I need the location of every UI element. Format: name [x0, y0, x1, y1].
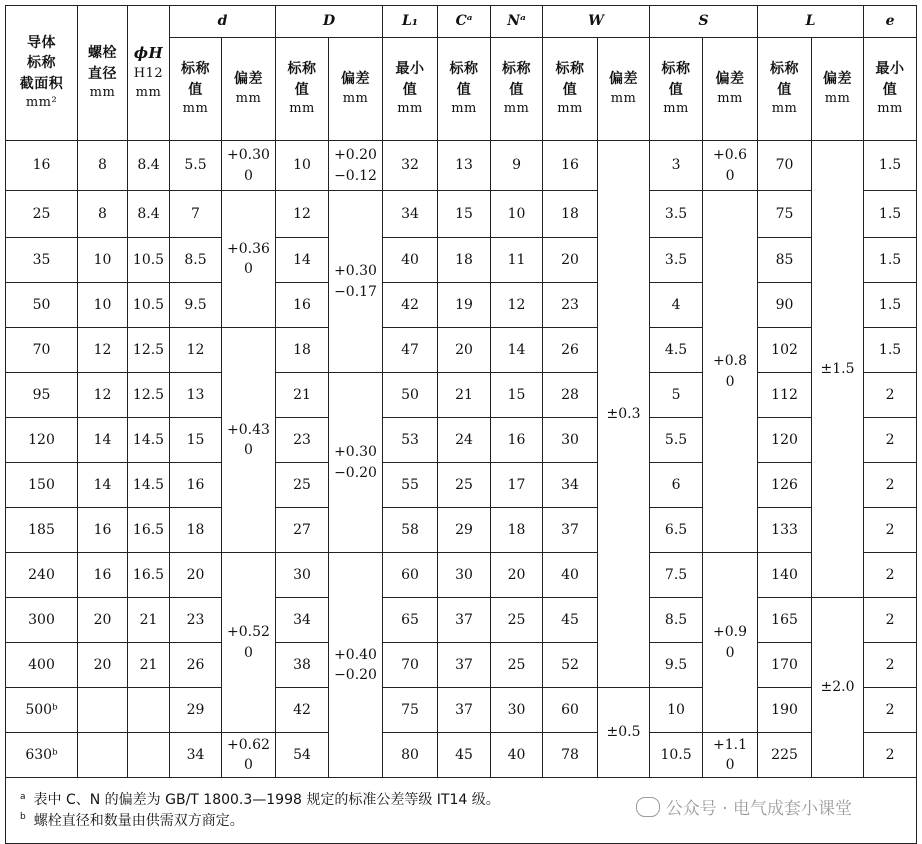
header-W-deviation: 偏差 mm: [598, 38, 650, 141]
cell-L1: 75: [383, 688, 438, 733]
cell-hole: 21: [128, 598, 170, 643]
cell-L-nominal: 133: [758, 508, 812, 553]
cell-L-nominal: 140: [758, 553, 812, 598]
table-row: [6, 553, 917, 598]
cell-section: 16: [6, 141, 78, 191]
cell-e: 2: [864, 643, 917, 688]
cell-bolt: 12: [78, 373, 128, 418]
header-W: W: [543, 6, 650, 38]
dev-d-value: +0.62: [227, 736, 270, 753]
header-W-nominal: 标称 值 mm: [543, 38, 598, 141]
cell-D-nominal: 34: [276, 598, 329, 643]
cell-hole: 8.4: [128, 191, 170, 238]
dev-S: [703, 733, 758, 778]
cell-bolt: 12: [78, 328, 128, 373]
header-e-minimum: 最小 值 mm: [864, 38, 917, 141]
cell-W-nominal: 23: [543, 283, 598, 328]
cell-d-nominal: 9.5: [170, 283, 222, 328]
cell-D-nominal: 12: [276, 191, 329, 238]
cell-section: 25: [6, 191, 78, 238]
table-row: [6, 328, 917, 373]
dev-S-value: +0.6: [713, 147, 748, 164]
cell-C: 30: [438, 553, 491, 598]
cell-section: 120: [6, 418, 78, 463]
cell-e: 1.5: [864, 283, 917, 328]
cell-bolt: 20: [78, 643, 128, 688]
dev-d-value: +0.52: [227, 624, 270, 641]
dev-d-value: 0: [244, 261, 253, 277]
header-S: S: [650, 6, 758, 38]
cell-bolt: 14: [78, 418, 128, 463]
cell-bolt: [78, 688, 128, 733]
cell-L-nominal: 225: [758, 733, 812, 778]
header-C-nominal: 标称 值 mm: [438, 38, 491, 141]
cell-d-nominal: 12: [170, 328, 222, 373]
wechat-icon: [636, 797, 660, 817]
dev-D-value: −0.12: [334, 167, 377, 184]
header-row-1: [6, 6, 917, 38]
dev-d: [222, 328, 276, 553]
cell-S-nominal: 3: [650, 141, 703, 191]
cell-N: 9: [491, 141, 543, 191]
cell-L1: 80: [383, 733, 438, 778]
cell-L-nominal: 126: [758, 463, 812, 508]
cell-d-nominal: 29: [170, 688, 222, 733]
cell-D-nominal: 38: [276, 643, 329, 688]
cell-D-nominal: 16: [276, 283, 329, 328]
cell-e: 1.5: [864, 141, 917, 191]
cell-N: 12: [491, 283, 543, 328]
cell-hole: 8.4: [128, 141, 170, 191]
cell-S-nominal: 6.5: [650, 508, 703, 553]
cell-W-nominal: 78: [543, 733, 598, 778]
watermark-text: 公众号 · 电气成套小课堂: [665, 799, 852, 819]
cell-S-nominal: 10: [650, 688, 703, 733]
cell-e: 2: [864, 733, 917, 778]
cell-W-nominal: 26: [543, 328, 598, 373]
dev-d: [222, 191, 276, 328]
header-L: L: [758, 6, 864, 38]
dev-d-value: 0: [244, 167, 253, 184]
dev-S-value: +0.8: [713, 353, 748, 370]
cell-L1: 50: [383, 373, 438, 418]
cell-L-nominal: 70: [758, 141, 812, 191]
header-bolt-diameter: 螺栓 直径 mm: [78, 6, 128, 141]
cell-d-nominal: 23: [170, 598, 222, 643]
note-a-text: 表中 C、N 的偏差为 GB/T 1800.3—1998 规定的标准公差等级 IT14 级。: [33, 792, 500, 809]
cell-C: 21: [438, 373, 491, 418]
cell-S-nominal: 3.5: [650, 238, 703, 283]
dev-S: [703, 553, 758, 733]
table-row: [6, 373, 917, 418]
cell-N: 40: [491, 733, 543, 778]
dev-d-value: 0: [244, 442, 253, 458]
cell-N: 16: [491, 418, 543, 463]
dev-D: [329, 553, 383, 778]
cell-L1: 40: [383, 238, 438, 283]
dev-D-value: −0.17: [334, 283, 377, 300]
cell-C: 29: [438, 508, 491, 553]
cell-section: 35: [6, 238, 78, 283]
cell-N: 25: [491, 598, 543, 643]
dev-L: ±2.0: [812, 598, 864, 778]
cell-d-nominal: 5.5: [170, 141, 222, 191]
cell-W-nominal: 18: [543, 191, 598, 238]
cell-D-nominal: 27: [276, 508, 329, 553]
cell-S-nominal: 5.5: [650, 418, 703, 463]
header-d-deviation: 偏差 mm: [222, 38, 276, 141]
dev-W: ±0.3: [598, 141, 650, 688]
cell-d-nominal: 8.5: [170, 238, 222, 283]
header-N-nominal: 标称 值 mm: [491, 38, 543, 141]
cell-d-nominal: 7: [170, 191, 222, 238]
cell-C: 37: [438, 688, 491, 733]
cell-N: 14: [491, 328, 543, 373]
cell-e: 1.5: [864, 191, 917, 238]
note-b-mark: b: [20, 811, 26, 822]
cell-W-nominal: 37: [543, 508, 598, 553]
dev-S-value: +0.9: [713, 624, 748, 641]
header-conductor-section: 导体 标称 截面积 mm²: [6, 6, 78, 141]
table-row: [6, 191, 917, 238]
cell-section: 70: [6, 328, 78, 373]
header-L1-minimum: 最小 值 mm: [383, 38, 438, 141]
cell-hole: [128, 688, 170, 733]
cell-e: 2: [864, 463, 917, 508]
cell-hole: 14.5: [128, 463, 170, 508]
cell-d-nominal: 16: [170, 463, 222, 508]
dev-d-value: 0: [244, 757, 253, 773]
cell-bolt: 10: [78, 238, 128, 283]
cell-section: 300: [6, 598, 78, 643]
cell-W-nominal: 34: [543, 463, 598, 508]
dev-D: [329, 191, 383, 373]
cell-N: 17: [491, 463, 543, 508]
cell-e: 1.5: [864, 238, 917, 283]
cell-C: 19: [438, 283, 491, 328]
dev-D: [329, 141, 383, 191]
table-row: [6, 463, 917, 508]
cell-D-nominal: 25: [276, 463, 329, 508]
cell-S-nominal: 8.5: [650, 598, 703, 643]
cell-C: 20: [438, 328, 491, 373]
cell-hole: 12.5: [128, 373, 170, 418]
cell-L1: 55: [383, 463, 438, 508]
cell-section: 150: [6, 463, 78, 508]
cell-D-nominal: 54: [276, 733, 329, 778]
cell-e: 2: [864, 508, 917, 553]
note-a-mark: a: [20, 791, 26, 802]
cell-W-nominal: 52: [543, 643, 598, 688]
cell-L-nominal: 75: [758, 191, 812, 238]
cell-L1: 34: [383, 191, 438, 238]
dev-d-value: +0.30: [227, 147, 270, 164]
cell-W-nominal: 60: [543, 688, 598, 733]
dev-d: [222, 733, 276, 778]
cell-bolt: 10: [78, 283, 128, 328]
cell-L1: 65: [383, 598, 438, 643]
cell-d-nominal: 13: [170, 373, 222, 418]
header-C: Cᵃ: [438, 6, 491, 38]
cell-D-nominal: 18: [276, 328, 329, 373]
cell-e: 2: [864, 598, 917, 643]
cell-N: 30: [491, 688, 543, 733]
cell-W-nominal: 20: [543, 238, 598, 283]
cell-C: 24: [438, 418, 491, 463]
dev-S-value: 0: [725, 167, 735, 184]
header-L-deviation: 偏差 mm: [812, 38, 864, 141]
cell-S-nominal: 10.5: [650, 733, 703, 778]
cell-bolt: 8: [78, 141, 128, 191]
table-row: [6, 418, 917, 463]
header-L1: L₁: [383, 6, 438, 38]
header-d: d: [170, 6, 276, 38]
cell-hole: [128, 733, 170, 778]
cell-S-nominal: 6: [650, 463, 703, 508]
cell-S-nominal: 5: [650, 373, 703, 418]
cell-e: 2: [864, 373, 917, 418]
dev-S-value: 0: [725, 644, 735, 661]
dev-D-value: −0.20: [334, 464, 377, 481]
header-D-deviation: 偏差 mm: [329, 38, 383, 141]
cell-d-nominal: 26: [170, 643, 222, 688]
table-row: [6, 598, 917, 643]
cell-C: 37: [438, 598, 491, 643]
cell-N: 15: [491, 373, 543, 418]
cell-N: 20: [491, 553, 543, 598]
cell-L1: 70: [383, 643, 438, 688]
table-row: [6, 141, 917, 191]
dev-d-value: +0.43: [227, 421, 270, 438]
cell-L1: 60: [383, 553, 438, 598]
cell-D-nominal: 30: [276, 553, 329, 598]
cell-d-nominal: 15: [170, 418, 222, 463]
note-b-text: 螺栓直径和数量由供需双方商定。: [33, 812, 244, 829]
dev-D-value: −0.20: [334, 667, 377, 683]
cell-S-nominal: 3.5: [650, 191, 703, 238]
dev-D: [329, 373, 383, 553]
header-D: D: [276, 6, 383, 38]
dev-d-value: 0: [244, 644, 253, 661]
table-row: [6, 733, 917, 778]
header-S-nominal: 标称 值 mm: [650, 38, 703, 141]
spec-table: [5, 5, 917, 844]
dev-S: [703, 141, 758, 191]
cell-W-nominal: 30: [543, 418, 598, 463]
header-N: Nᵃ: [491, 6, 543, 38]
dev-S: [703, 191, 758, 553]
dev-d-value: +0.36: [227, 240, 270, 257]
dev-d: [222, 553, 276, 733]
header-L-nominal: 标称 值 mm: [758, 38, 812, 141]
cell-bolt: 14: [78, 463, 128, 508]
table-row: [6, 238, 917, 283]
cell-e: 2: [864, 553, 917, 598]
cell-C: 37: [438, 643, 491, 688]
cell-section: 50: [6, 283, 78, 328]
cell-C: 13: [438, 141, 491, 191]
cell-section: 630ᵇ: [6, 733, 78, 778]
cell-L1: 42: [383, 283, 438, 328]
header-e: e: [864, 6, 917, 38]
cell-W-nominal: 40: [543, 553, 598, 598]
cell-N: 10: [491, 191, 543, 238]
cell-section: 240: [6, 553, 78, 598]
dev-S-value: 0: [725, 373, 735, 390]
cell-section: 500ᵇ: [6, 688, 78, 733]
dev-L: ±1.5: [812, 141, 864, 598]
cell-hole: 10.5: [128, 238, 170, 283]
cell-L-nominal: 190: [758, 688, 812, 733]
cell-bolt: 16: [78, 553, 128, 598]
cell-L-nominal: 85: [758, 238, 812, 283]
cell-S-nominal: 4: [650, 283, 703, 328]
cell-S-nominal: 4.5: [650, 328, 703, 373]
cell-D-nominal: 42: [276, 688, 329, 733]
cell-D-nominal: 10: [276, 141, 329, 191]
cell-W-nominal: 28: [543, 373, 598, 418]
table-row: [6, 283, 917, 328]
cell-hole: 16.5: [128, 508, 170, 553]
cell-d-nominal: 18: [170, 508, 222, 553]
dev-S-value: +1.1: [713, 736, 748, 753]
header-S-deviation: 偏差 mm: [703, 38, 758, 141]
cell-D-nominal: 23: [276, 418, 329, 463]
cell-section: 185: [6, 508, 78, 553]
cell-S-nominal: 7.5: [650, 553, 703, 598]
cell-L1: 58: [383, 508, 438, 553]
cell-L1: 53: [383, 418, 438, 463]
cell-hole: 10.5: [128, 283, 170, 328]
dev-S-value: 0: [725, 757, 735, 773]
cell-bolt: 8: [78, 191, 128, 238]
cell-L-nominal: 90: [758, 283, 812, 328]
cell-bolt: 20: [78, 598, 128, 643]
cell-W-nominal: 16: [543, 141, 598, 191]
cell-C: 18: [438, 238, 491, 283]
cell-hole: 14.5: [128, 418, 170, 463]
table-row: [6, 688, 917, 733]
header-hole-diameter: ϕH H12 mm: [128, 6, 170, 141]
cell-L1: 47: [383, 328, 438, 373]
header-D-nominal: 标称 值 mm: [276, 38, 329, 141]
cell-L-nominal: 112: [758, 373, 812, 418]
cell-L1: 32: [383, 141, 438, 191]
cell-section: 400: [6, 643, 78, 688]
table-row: [6, 643, 917, 688]
dev-D-value: +0.20: [334, 147, 377, 164]
cell-C: 25: [438, 463, 491, 508]
header-d-nominal: 标称 值 mm: [170, 38, 222, 141]
watermark: [636, 794, 852, 819]
cell-W-nominal: 45: [543, 598, 598, 643]
cell-N: 25: [491, 643, 543, 688]
cell-e: 2: [864, 688, 917, 733]
cell-e: 1.5: [864, 328, 917, 373]
table-row: [6, 508, 917, 553]
dev-D-value: +0.40: [334, 646, 377, 663]
dev-D-value: +0.30: [334, 444, 377, 461]
cell-hole: 12.5: [128, 328, 170, 373]
cell-bolt: [78, 733, 128, 778]
dev-W: ±0.5: [598, 688, 650, 778]
cell-L-nominal: 120: [758, 418, 812, 463]
cell-N: 18: [491, 508, 543, 553]
cell-C: 45: [438, 733, 491, 778]
cell-d-nominal: 34: [170, 733, 222, 778]
cell-L-nominal: 102: [758, 328, 812, 373]
dev-d: [222, 141, 276, 191]
cell-L-nominal: 170: [758, 643, 812, 688]
cell-bolt: 16: [78, 508, 128, 553]
cell-section: 95: [6, 373, 78, 418]
cell-N: 11: [491, 238, 543, 283]
cell-hole: 21: [128, 643, 170, 688]
cell-C: 15: [438, 191, 491, 238]
dev-D-value: +0.30: [334, 263, 377, 280]
cell-d-nominal: 20: [170, 553, 222, 598]
cell-e: 2: [864, 418, 917, 463]
cell-S-nominal: 9.5: [650, 643, 703, 688]
cell-D-nominal: 21: [276, 373, 329, 418]
cell-D-nominal: 14: [276, 238, 329, 283]
cell-hole: 16.5: [128, 553, 170, 598]
cell-L-nominal: 165: [758, 598, 812, 643]
